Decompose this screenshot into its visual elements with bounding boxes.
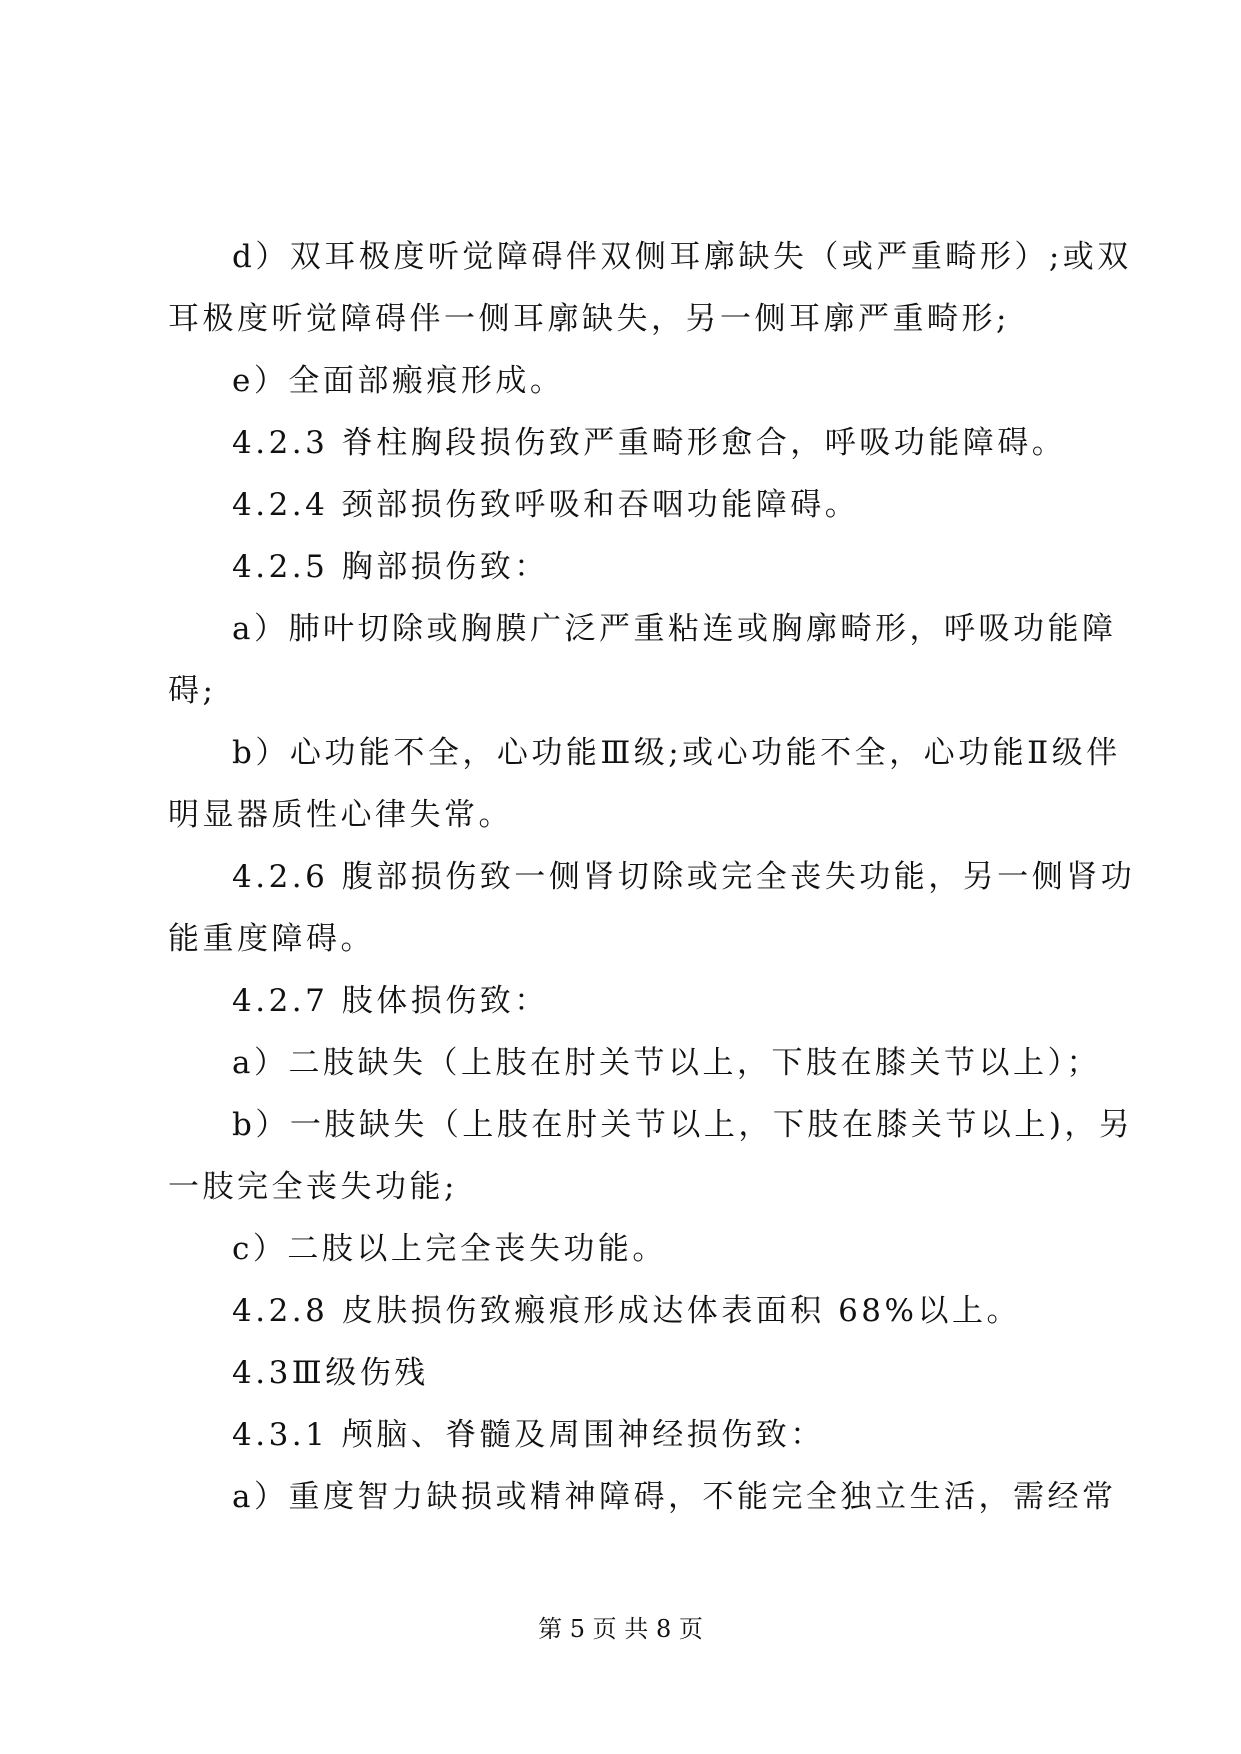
text-line: 4.2.4 颈部损伤致呼吸和吞咽功能障碍。 [232,487,860,523]
text-line: 能重度障碍。 [168,921,375,957]
text-line: 明显器质性心律失常。 [168,797,513,833]
text-line: b）心功能不全，心功能Ⅲ级;或心功能不全，心功能Ⅱ级伴 [232,735,1121,771]
text-line: b）一肢缺失（上肢在肘关节以上，下肢在膝关节以上)，另 [232,1107,1134,1143]
text-line: 碍; [168,673,217,709]
text-line: 耳极度听觉障碍伴一侧耳廓缺失，另一侧耳廓严重畸形; [168,301,1010,337]
text-line: 4.3.1 颅脑、脊髓及周围神经损伤致： [232,1417,825,1453]
page-number-label: 第 5 页 共 8 页 [538,1615,703,1643]
section-heading: 4.3Ⅲ级伤残 [232,1355,429,1391]
text-line: 4.2.5 胸部损伤致： [232,549,549,585]
text-line: 4.2.6 腹部损伤致一侧肾切除或完全丧失功能，另一侧肾功 [232,859,1136,895]
text-line: e）全面部瘢痕形成。 [232,363,565,399]
text-line: a）二肢缺失（上肢在肘关节以上，下肢在膝关节以上）； [232,1045,1101,1081]
text-line: 4.2.7 肢体损伤致： [232,983,549,1019]
text-line: 4.2.8 皮肤损伤致瘢痕形成达体表面积 68%以上。 [232,1293,1021,1329]
text-line: 4.2.3 脊柱胸段损伤致严重畸形愈合，呼吸功能障碍。 [232,425,1067,461]
text-line: c）二肢以上完全丧失功能。 [232,1231,667,1267]
text-line: a）重度智力缺损或精神障碍，不能完全独立生活，需经常 [232,1479,1117,1515]
text-line: a）肺叶切除或胸膜广泛严重粘连或胸廓畸形，呼吸功能障 [232,611,1117,647]
page-footer [0,1614,1241,1644]
text-line: d）双耳极度听觉障碍伴双侧耳廓缺失（或严重畸形）;或双 [232,239,1132,275]
text-line: 一肢完全丧失功能; [168,1169,458,1205]
document-body [168,226,1136,1528]
